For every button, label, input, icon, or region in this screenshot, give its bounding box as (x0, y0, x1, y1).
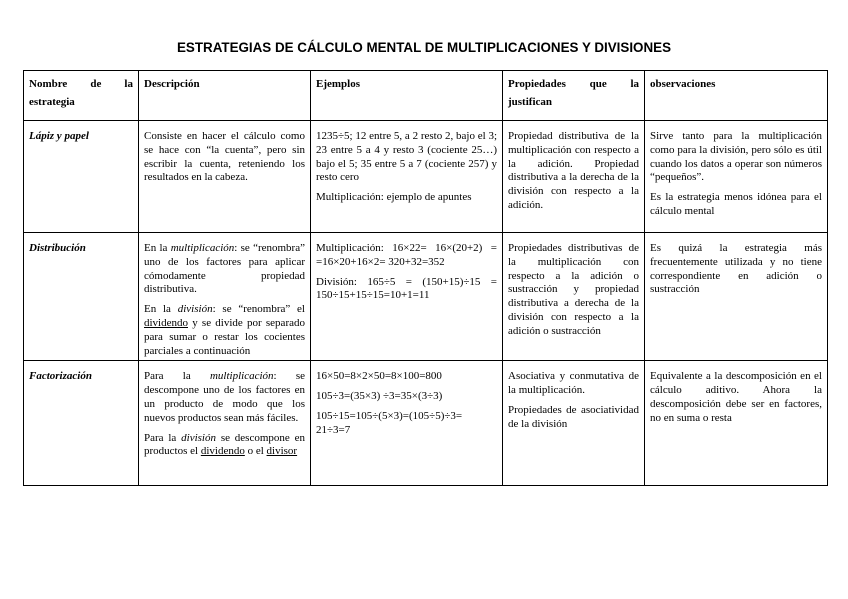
examples-cell (311, 233, 503, 361)
strategy-name: Factorización (24, 361, 139, 486)
properties-cell (503, 121, 645, 233)
examples-cell (311, 121, 503, 233)
observations-cell (645, 361, 828, 486)
property-text: Propiedades distributivas de la multiplicación con respecto a la adición o sustracción y propiedad distributiva a derecha de la división con respecto a la adición o sustracción (508, 242, 639, 337)
example-text: Multiplicación: 16×22= 16×(20+2) = =16×20+16×2= 320+32=352 (316, 242, 497, 268)
example-text: 105÷15=105÷(5×3)=(105÷5)÷3= 21÷3=7 (316, 409, 463, 436)
description-text: Para la multiplicación: se descompone uno de los factores en un producto de modo que los nuevos productos sean más fáciles. (144, 370, 305, 424)
description-cell (139, 233, 311, 361)
observation-text: Es la estrategia menos idónea para el cálculo mental (650, 191, 822, 217)
observation-text: Es quizá la estrategia más frecuentemente utilizada y no tiene correspondiente en adición o sustracción (650, 242, 822, 296)
example-text: Multiplicación: ejemplo de apuntes (316, 191, 472, 204)
header-observaciones: observaciones (645, 71, 828, 121)
header-nombre: Nombre de la estrategia (24, 71, 139, 121)
description-cell (139, 121, 311, 233)
property-text: Propiedad distributiva de la multiplicación con respecto a la adición. Propiedad distributiva a la derecha de la división con respecto a la adición. (508, 130, 639, 211)
property-text: Asociativa y conmutativa de la multiplicación. (508, 370, 639, 397)
examples-cell (311, 361, 503, 486)
header-descripcion: Descripción (139, 71, 311, 121)
observation-text: Sirve tanto para la multiplicación como para la división, pero sólo es útil cuando los datos a operar son números “pequeños”. (650, 130, 822, 184)
property-text: Propiedades de asociatividad de la división (508, 403, 639, 430)
description-text: Consiste en hacer el cálculo como se hace con “la cuenta”, pero sin escribir la cuenta, reteniendo los resultados en la cabeza. (144, 130, 305, 184)
strategy-name: Lápiz y papel (24, 121, 139, 233)
description-cell (139, 361, 311, 486)
example-text: 1235÷5; 12 entre 5, a 2 resto 2, bajo el 3; 23 entre 5 a 4 y resto 3 (cociente 25…) bajo el 5; 35 entre 5 a 7 (cociente 257) y resto cero (316, 130, 497, 184)
example-text: 105÷3=(35×3) ÷3=35×(3÷3) (316, 390, 443, 403)
example-text: División: 165÷5 = (150+15)÷15 = 150÷15+15÷15=10+1=11 (316, 275, 497, 302)
table-row (24, 121, 828, 233)
observation-text: Equivalente a la descomposición en el cálculo aditivo. Ahora la descomposición debe ser en factores, no en suma o resta (650, 370, 822, 424)
table-header-row (24, 71, 828, 121)
description-text: En la multiplicación: se “renombra” uno de los factores para aplicar cómodamente propiedad distributiva. (144, 242, 305, 296)
description-text: Para la división se descompone en productos el dividendo o el divisor (144, 431, 305, 458)
header-ejemplos: Ejemplos (311, 71, 503, 121)
table-row (24, 233, 828, 361)
properties-cell (503, 233, 645, 361)
strategies-table (23, 70, 828, 486)
observations-cell (645, 121, 828, 233)
observations-cell (645, 233, 828, 361)
strategy-name: Distribución (24, 233, 139, 361)
properties-cell (503, 361, 645, 486)
example-text: 16×50=8×2×50=8×100=800 (316, 370, 442, 383)
page-title: ESTRATEGIAS DE CÁLCULO MENTAL DE MULTIPLICACIONES Y DIVISIONES (177, 40, 671, 55)
table-row (24, 361, 828, 486)
header-propiedades: Propiedades que la justifican (503, 71, 645, 121)
description-text: En la división: se “renombra” el dividendo y se divide por separado para sumar o restar los cocientes parciales a continuación (144, 303, 305, 357)
